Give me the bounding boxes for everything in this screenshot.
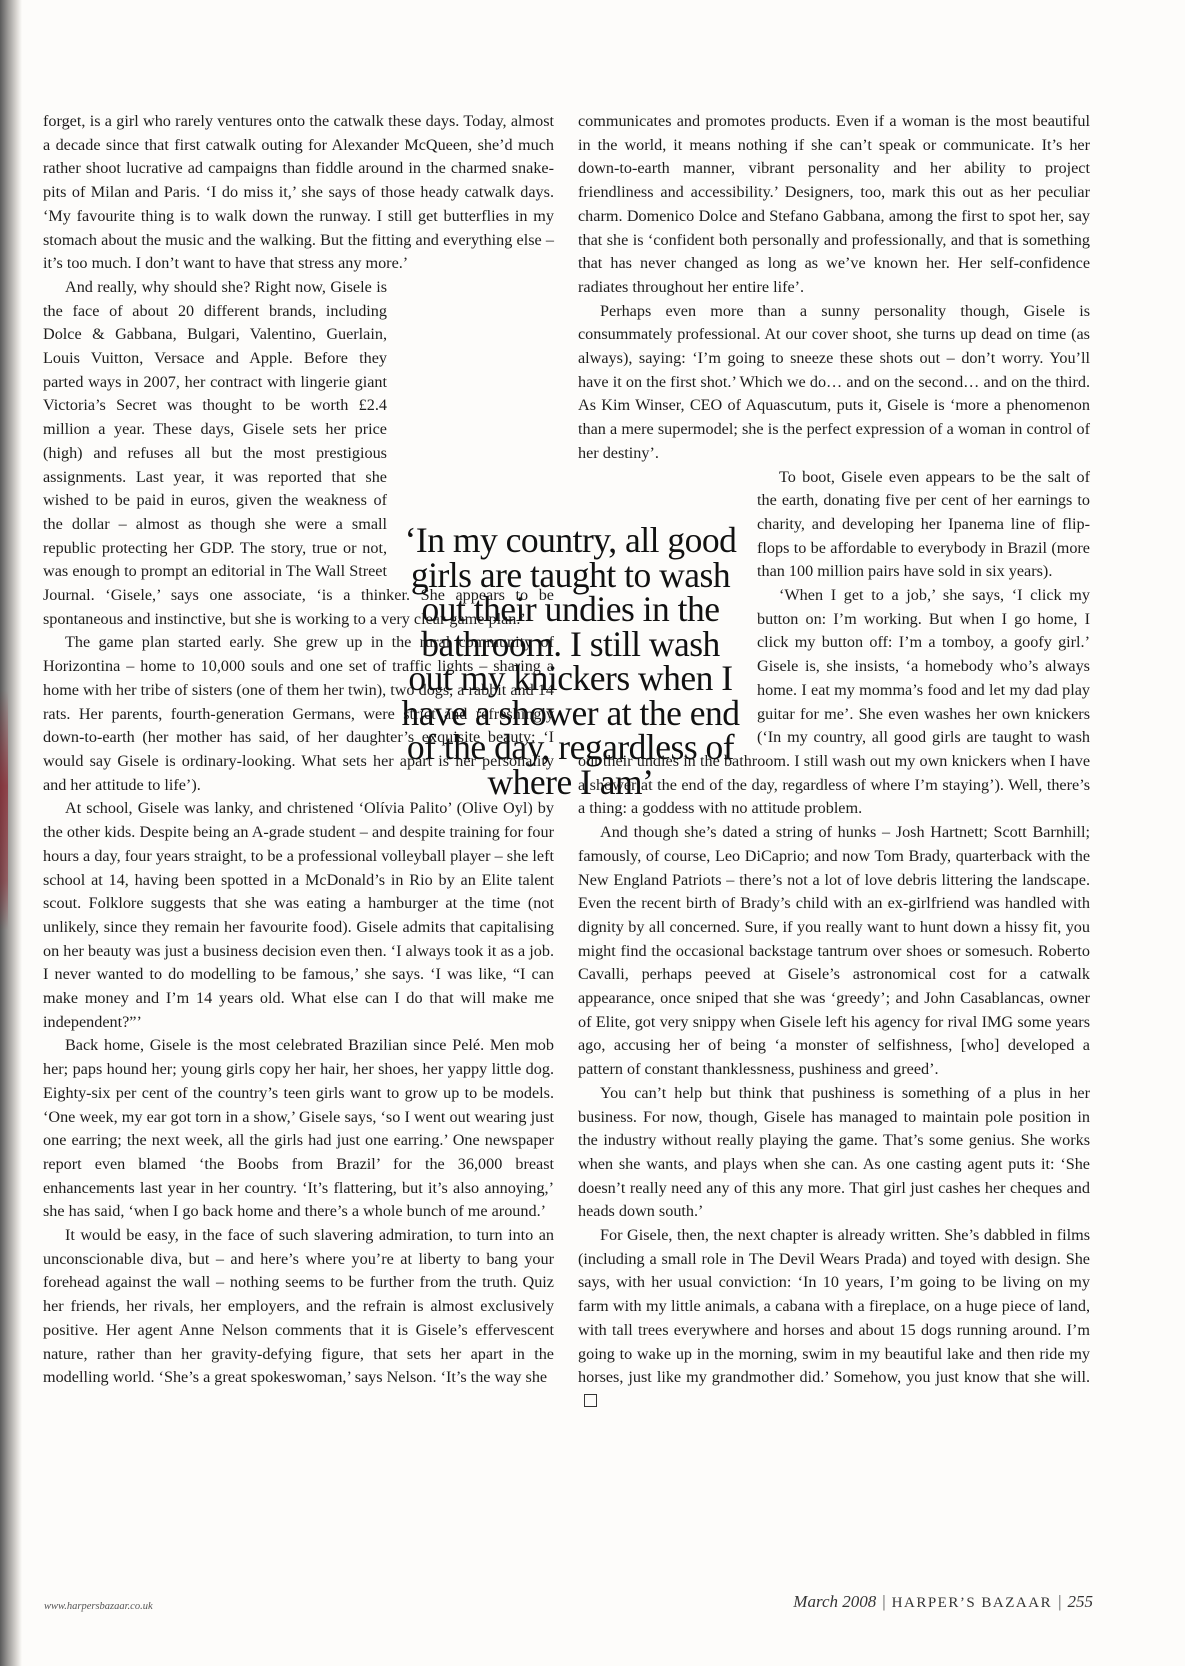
folio-divider: | — [1058, 1592, 1062, 1611]
footer-magazine: HARPER’S BAZAAR — [891, 1595, 1053, 1611]
pull-quote: ‘In my country, all good girls are taught to wash out their undies in the bathroom. I still wash out my knickers when I have a shower at the end of the day, regardless of where I am’ — [401, 520, 740, 802]
spine-color-bleed — [0, 690, 8, 930]
right-paragraph-1: communicates and promotes products. Even if a woman is the most beautiful in the world, it means nothing if she can’t speak or communicate. It’s her down-to-earth manner, vibrant personality and her ability to project friendliness and accessibility.’ Designers, too, mark this out as her peculiar charm. Domenico Dolce and Stefano Gabbana, among the first to spot her, say that she is ‘confident both personally and professionally, and that is something that has never changed as long as we’ve known her. Her self-confidence radiates throughout her entire life’. — [578, 112, 1090, 296]
folio-divider: | — [882, 1592, 886, 1611]
left-paragraph-4: At school, Gisele was lanky, and christened ‘Olívia Palito’ (Olive Oyl) by the other kids. Despite being an A-grade student – and despite training for four hours a day, four years straight, to be a professional volleyball player – she left school at 14, having been spotted in a McDonald’s in Rio by an Elite talent scout. Folklore suggests that she was eating a hamburger at the time (not unlikely, since they remain her favourite food). Gisele admits that capitalising on her beauty was just a business decision even then. ‘I always took it as a job. I never wanted to do modelling to be famous,’ she says. ‘I was like, “I can make money and I’m 14 years old. What else can I do that will make me independent?”’ — [43, 799, 554, 1031]
left-paragraph-2-text: And really, why should she? Right now, Gisele is the face of about 20 different brands, including Dolce & Gabbana, Bulgari, Valentino, Guerlain, Louis Vuitton, Versace and Apple. Before they parted ways in 2007, her contract with lingerie giant Victoria’s Secret was thought to be worth £2.4 million a year. These days, Gisele sets her price (high) and refuses all but the most prestigious assignments. Last year, it was reported that she wished to be paid in euros, given the weakness of the dollar – almost as though she were a small republic protecting her GDP. The story, true or not, was enough to prompt an editorial in The Wall Street Journal. ‘Gisele,’ says one associate, ‘is a thinker. She appears to be spontaneous and instinctive, but she is working to a very clear game plan.’ — [43, 277, 554, 628]
footer-issue: March 2008 — [793, 1592, 877, 1611]
right-paragraph-2: Perhaps even more than a sunny personality though, Gisele is consummately professional. At our cover shoot, she turns up dead on time (as always), saying: ‘I’m going to sneeze these shots out – don’t worry. You’ll have it on the first shot.’ Which we do… and on the second… and on the third. As Kim Winser, CEO of Aquascutum, puts it, Gisele is ‘more a phenomenon than a mere supermodel; she is the perfect expression of a woman in control of her destiny’. — [578, 301, 1090, 462]
footer-website: www.harpersbazaar.co.uk — [44, 1601, 153, 1612]
footer-page-number: 255 — [1067, 1592, 1093, 1611]
footer-folio — [793, 1592, 1093, 1612]
right-paragraph-5: And though she’s dated a string of hunks – Josh Hartnett; Scott Barnhill; famously, of course, Leo DiCaprio; and now Tom Brady, quarterback with the New England Patriots – there’s not a lot of love debris littering the landscape. Even the recent birth of Brady’s child with an ex-girlfriend was handled with dignity by all concerned. Sure, if you really want to hunt down a hissy fit, you might find the occasional backstage tantrum over shoes or somesuch. Roberto Cavalli, perhaps peeved at Gisele’s astronomical cost for a catwalk appearance, once sniped that she was ‘greedy’; and John Casablancas, owner of Elite, got very snippy when Gisele left his agency for rival IMG some years ago, accusing her of being ‘a monster of selfishness, [who] developed a pattern of constant thanklessness, pushiness and greed’. — [578, 823, 1090, 1079]
right-paragraph-7 — [578, 1224, 1090, 1414]
right-paragraph-6: You can’t help but think that pushiness is something of a plus in her business. For now, though, Gisele has managed to maintain pole position in the industry without really playing the game. That’s some genius. She works when she wants, and plays when she can. As one casting agent puts it: ‘She doesn’t really need any of this any more. That girl just cashes her cheques and heads down south.’ — [578, 1083, 1090, 1221]
left-paragraph-3: The game plan started early. She grew up in the rural community of Horizontina – home to 10,000 souls and one set of traffic lights – sharing a home with her tribe of sisters (one of them her twin), two dogs, a rabbit and 14 rats. Her parents, fourth-generation Germans, were strict and refreshingly down-to-earth (her mother has said, of her daughter’s exquisite beauty: ‘I would say Gisele is ordinary-looking. What sets her apart is her personality and her attitude to life’). — [43, 633, 554, 794]
left-paragraph-1: forget, is a girl who rarely ventures onto the catwalk these days. Today, almost a decade since that first catwalk outing for Alexander McQueen, she’d much rather shoot lucrative ad campaigns than fiddle around in the charmed snake-pits of Milan and Paris. ‘I do miss it,’ she says of those heady catwalk days. ‘My favourite thing is to walk down the runway. I still get butterflies in my stomach about the music and the walking. But the fitting and everything else – it’s too much. I don’t want to have that stress any more.’ — [43, 112, 554, 273]
right-paragraph-3-text: To boot, Gisele even appears to be the salt of the earth, donating five per cent of her earnings to charity, and developing her Ipanema line of flip-flops to be affordable to everybody in Brazil (more than 100 million pairs have sold in six years). — [757, 467, 1090, 581]
right-paragraph-4: ‘When I get to a job,’ she says, ‘I click my button on: I’m working. But when I go home, I click my button off: I’m a tomboy, a goofy girl.’ Gisele is, she insists, ‘a homebody who’s always home. I eat my momma’s food and let my dad play guitar for me’. She even washes her own knickers (‘In my country, all good girls are taught to wash out their undies in the bathroom. I still wash out my own knickers when I have a shower at the end of the day, regardless of where I’m staying’). Well, there’s a thing: a goddess with no attitude problem. — [578, 586, 1090, 818]
end-mark-icon — [584, 1394, 597, 1407]
left-paragraph-5: Back home, Gisele is the most celebrated Brazilian since Pelé. Men mob her; paps hound her; young girls copy her hair, her shoes, her yappy little dog. Eighty-six per cent of the country’s teen girls want to grow up to be models. ‘One week, my ear got torn in a show,’ Gisele says, ‘so I went out wearing just one earring; the next week, all the girls had just one earring.’ One newspaper report even blamed ‘the Boobs from Brazil’ for the 36,000 breast enhancements last year in her country. ‘It’s flattering, but it’s also annoying,’ she has said, ‘when I go back home and there’s a whole bunch of me around.’ — [43, 1036, 554, 1221]
left-paragraph-6: It would be easy, in the face of such slavering admiration, to turn into an unconscionable diva, but – and here’s where you’re at liberty to bang your forehead against the wall – nothing seems to be further from the truth. Quiz her friends, her rivals, her employers, and the refrain is almost exclusively positive. Her agent Anne Nelson comments that it is Gisele’s effervescent nature, rather than her gravity-defying figure, that sets her apart in the modelling world. ‘She’s a great spokeswoman,’ says Nelson. ‘It’s the way she — [43, 1226, 554, 1387]
right-paragraph-7-text: For Gisele, then, the next chapter is already written. She’s dabbled in films (including a small role in The Devil Wears Prada) and toyed with design. She says, with her usual conviction: ‘In 10 years, I’m going to be living on my farm with my little animals, a cabana with a fireplace, on a huge piece of land, with tall trees everywhere and horses and about 15 dogs running around. I’m going to wake up in the morning, swim in my beautiful lake and then ride my horses, just like my grandmother did.’ Somehow, you just know that she will. — [578, 1226, 1090, 1387]
